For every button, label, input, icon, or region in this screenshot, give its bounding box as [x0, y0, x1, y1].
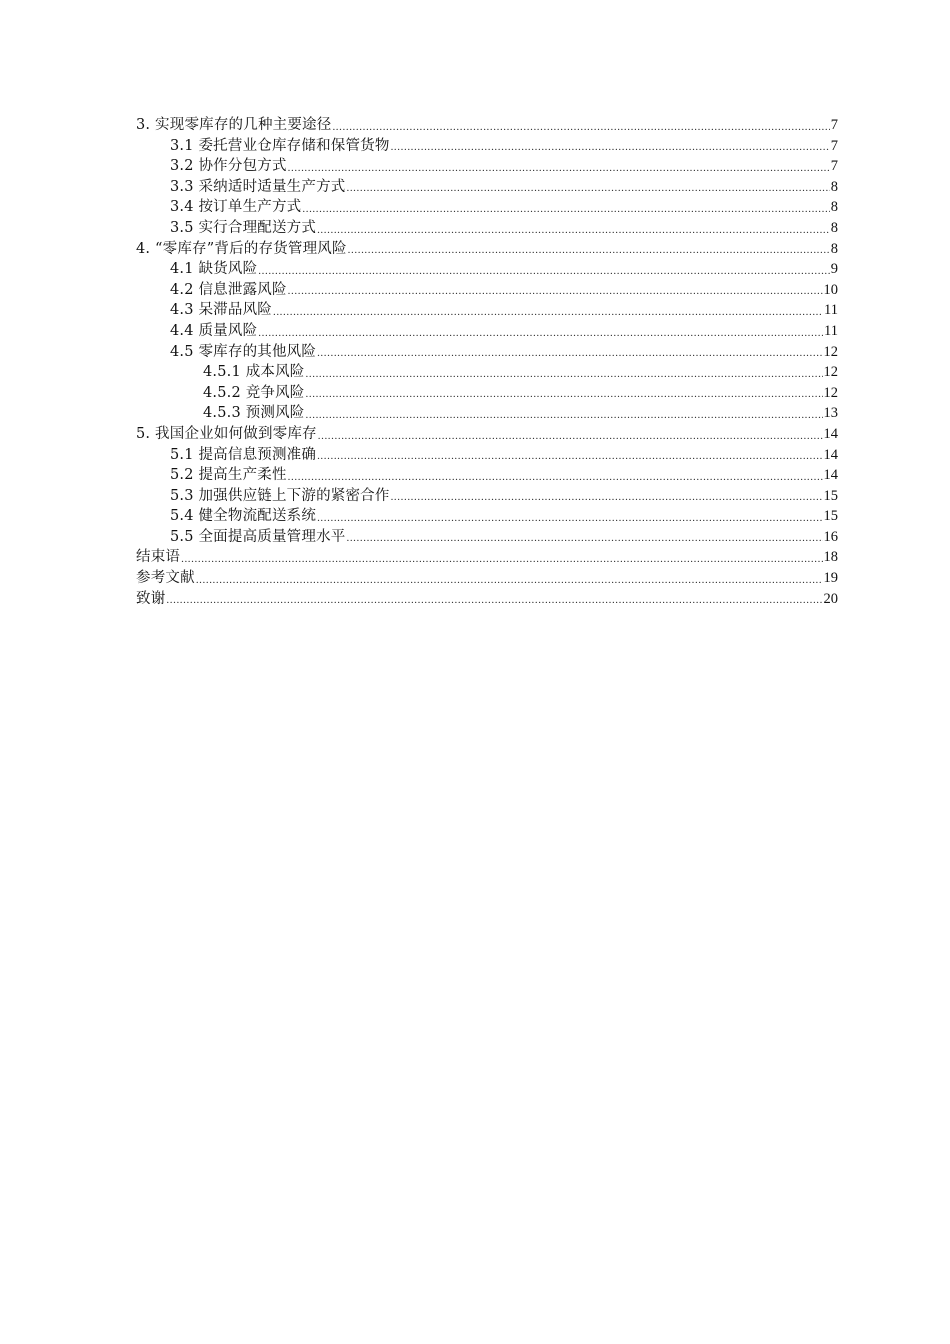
- toc-entry-title: 5.2 提高生产柔性: [170, 467, 287, 484]
- toc-dot-leader: [306, 365, 823, 383]
- toc-dot-leader: [391, 488, 823, 506]
- toc-page-number: 20: [823, 590, 838, 607]
- toc-page-number: 15: [823, 508, 838, 525]
- toc-dot-leader: [346, 529, 822, 547]
- toc-page-number: 8: [830, 219, 838, 236]
- toc-dot-leader: [258, 262, 829, 280]
- toc-entry-title: 结束语: [136, 549, 181, 566]
- toc-page-number: 8: [830, 240, 838, 257]
- toc-dot-leader: [288, 282, 823, 300]
- toc-entry[interactable]: [136, 383, 838, 404]
- toc-page-number: 12: [823, 384, 838, 401]
- toc-entry-title: 3.3 采纳适时适量生产方式: [170, 178, 346, 195]
- toc-dot-leader: [317, 344, 822, 362]
- toc-page-number: 16: [823, 528, 838, 545]
- toc-dot-leader: [288, 159, 830, 177]
- toc-page-number: 10: [823, 281, 838, 298]
- toc-page-number: 14: [823, 425, 838, 442]
- toc-dot-leader: [318, 427, 823, 445]
- toc-entry-title: 3. 实现零库存的几种主要途径: [136, 117, 332, 133]
- toc-page-number: 7: [830, 117, 838, 133]
- toc-entry[interactable]: [136, 321, 838, 342]
- toc-entry-title: 参考文献: [136, 570, 195, 587]
- toc-entry[interactable]: [136, 403, 838, 424]
- toc-entry[interactable]: [136, 280, 838, 301]
- toc-page-number: 11: [824, 322, 838, 339]
- toc-dot-leader: [273, 303, 823, 321]
- toc-dot-leader: [302, 200, 829, 218]
- toc-page-number: 18: [823, 549, 838, 566]
- toc-entry[interactable]: [136, 527, 838, 548]
- toc-entry[interactable]: [136, 547, 838, 568]
- toc-entry[interactable]: [136, 486, 838, 507]
- toc-entry[interactable]: [136, 239, 838, 260]
- toc-entry[interactable]: [136, 362, 838, 383]
- toc-dot-leader: [288, 468, 823, 486]
- table-of-contents: [136, 115, 838, 609]
- toc-dot-leader: [348, 241, 830, 259]
- toc-page-number: 7: [830, 158, 838, 175]
- toc-dot-leader: [317, 509, 822, 527]
- toc-entry[interactable]: [136, 506, 838, 527]
- toc-dot-leader: [166, 591, 822, 609]
- toc-entry[interactable]: [136, 177, 838, 198]
- toc-dot-leader: [317, 221, 830, 239]
- toc-entry-title: 5.4 健全物流配送系统: [170, 508, 317, 525]
- toc-entry-title: 4.5 零库存的其他风险: [170, 343, 317, 360]
- toc-entry[interactable]: [136, 218, 838, 239]
- toc-entry-title: 致谢: [136, 590, 166, 607]
- toc-entry[interactable]: [136, 445, 838, 466]
- toc-entry-title: 4.4 质量风险: [170, 322, 258, 339]
- toc-page-number: 14: [823, 467, 838, 484]
- toc-dot-leader: [258, 324, 823, 342]
- toc-page-number: 14: [823, 446, 838, 463]
- toc-page-number: 8: [830, 199, 838, 216]
- toc-entry[interactable]: [136, 136, 838, 157]
- toc-entry[interactable]: [136, 115, 838, 136]
- toc-entry[interactable]: [136, 259, 838, 280]
- toc-entry[interactable]: [136, 156, 838, 177]
- toc-dot-leader: [346, 179, 829, 197]
- toc-page-number: 15: [823, 487, 838, 504]
- toc-entry-title: 5.5 全面提高质量管理水平: [170, 528, 346, 545]
- toc-entry[interactable]: [136, 568, 838, 589]
- toc-page-number: 13: [823, 405, 838, 422]
- toc-page-number: 7: [830, 137, 838, 154]
- toc-entry-title: 3.5 实行合理配送方式: [170, 219, 317, 236]
- toc-entry[interactable]: [136, 424, 838, 445]
- toc-entry[interactable]: [136, 589, 838, 610]
- toc-entry-title: 3.1 委托营业仓库存储和保管货物: [170, 137, 390, 154]
- toc-entry-title: 4.1 缺货风险: [170, 261, 258, 278]
- toc-page-number: 12: [823, 364, 838, 381]
- toc-entry[interactable]: [136, 197, 838, 218]
- toc-dot-leader: [317, 447, 822, 465]
- toc-entry-title: 5.1 提高信息预测准确: [170, 446, 317, 463]
- toc-entry-title: 4.5.3 预测风险: [203, 405, 305, 422]
- toc-entry-title: 5.3 加强供应链上下游的紧密合作: [170, 487, 390, 504]
- toc-page-number: 12: [823, 343, 838, 360]
- toc-page-number: 19: [823, 570, 838, 587]
- toc-entry-title: 3.2 协作分包方式: [170, 158, 287, 175]
- toc-entry[interactable]: [136, 342, 838, 363]
- toc-dot-leader: [391, 138, 830, 156]
- toc-dot-leader: [306, 385, 823, 403]
- toc-entry-title: 4.5.2 竞争风险: [203, 384, 305, 401]
- toc-dot-leader: [196, 571, 823, 589]
- toc-dot-leader: [332, 118, 829, 136]
- toc-entry-title: 4. “零库存”背后的存货管理风险: [136, 240, 347, 257]
- toc-dot-leader: [181, 550, 822, 568]
- toc-entry-title: 3.4 按订单生产方式: [170, 199, 302, 216]
- toc-page-number: 11: [824, 302, 838, 319]
- toc-entry[interactable]: [136, 465, 838, 486]
- toc-entry-title: 4.3 呆滞品风险: [170, 302, 272, 319]
- toc-entry[interactable]: [136, 300, 838, 321]
- toc-dot-leader: [306, 406, 823, 424]
- toc-entry-title: 4.5.1 成本风险: [203, 364, 305, 381]
- toc-entry-title: 4.2 信息泄露风险: [170, 281, 287, 298]
- toc-entry-title: 5. 我国企业如何做到零库存: [136, 425, 317, 442]
- toc-page-number: 9: [830, 261, 838, 278]
- toc-page-number: 8: [830, 178, 838, 195]
